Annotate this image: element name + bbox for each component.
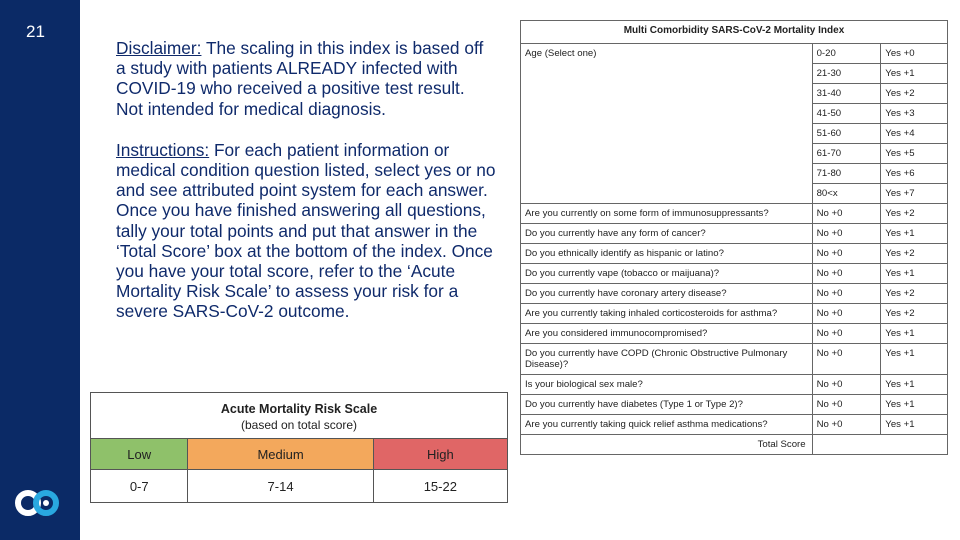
- disclaimer-text: The scaling in this index is based off a study with patients ALREADY infected with COVID-19 who received a positive test result. Not intended for medical diagnosis.: [116, 38, 484, 119]
- question-text: Do you currently have any form of cancer?: [521, 224, 813, 244]
- question-text: Are you considered immunocompromised?: [521, 324, 813, 344]
- question-row: [521, 344, 948, 375]
- age-question: Age (Select one): [521, 44, 813, 204]
- disclaimer-paragraph: [116, 38, 496, 119]
- age-range[interactable]: 21-30: [812, 64, 881, 84]
- answer-no[interactable]: No +0: [812, 284, 881, 304]
- answer-no[interactable]: No +0: [812, 344, 881, 375]
- risk-scale-title: Acute Mortality Risk Scale: [220, 401, 378, 416]
- question-text: Do you currently have coronary artery disease?: [521, 284, 813, 304]
- answer-yes[interactable]: Yes +2: [881, 244, 948, 264]
- age-points[interactable]: Yes +5: [881, 144, 948, 164]
- question-text: Do you ethnically identify as hispanic or latino?: [521, 244, 813, 264]
- question-text: Do you currently have COPD (Chronic Obstructive Pulmonary Disease)?: [521, 344, 813, 375]
- question-text: Do you currently vape (tobacco or maijuana)?: [521, 264, 813, 284]
- answer-no[interactable]: No +0: [812, 244, 881, 264]
- mortality-index-table: [520, 20, 948, 455]
- question-row: [521, 395, 948, 415]
- risk-level-low: Low: [91, 439, 188, 470]
- instructions-text: [116, 38, 496, 343]
- answer-no[interactable]: No +0: [812, 375, 881, 395]
- answer-no[interactable]: No +0: [812, 264, 881, 284]
- question-row: [521, 415, 948, 435]
- question-row: [521, 204, 948, 224]
- age-row: [521, 44, 948, 64]
- age-range[interactable]: 61-70: [812, 144, 881, 164]
- age-points[interactable]: Yes +4: [881, 124, 948, 144]
- risk-level-medium: Medium: [188, 439, 373, 470]
- question-text: Are you currently taking inhaled corticosteroids for asthma?: [521, 304, 813, 324]
- question-row: [521, 304, 948, 324]
- risk-scale-header: [91, 393, 508, 439]
- answer-no[interactable]: No +0: [812, 204, 881, 224]
- question-text: Do you currently have diabetes (Type 1 or Type 2)?: [521, 395, 813, 415]
- question-row: [521, 324, 948, 344]
- age-points[interactable]: Yes +2: [881, 84, 948, 104]
- age-range[interactable]: 80<x: [812, 184, 881, 204]
- slide-number: 21: [26, 22, 45, 41]
- question-row: [521, 264, 948, 284]
- instructions-body: For each patient information or medical condition question listed, select yes or no and see attributed point system for each answer. Once you have finished answering all questions, tally your total points and put that answer in the ‘Total Score’ box at the bottom of the index. Once you have your total score, refer to the ‘Acute Mortality Risk Scale’ to assess your risk for a severe SARS-CoV-2 outcome.: [116, 139, 496, 322]
- logo-icon: [14, 486, 64, 520]
- total-score-label: Total Score: [521, 435, 813, 455]
- total-score-row: [521, 435, 948, 455]
- age-points[interactable]: Yes +3: [881, 104, 948, 124]
- age-range[interactable]: 41-50: [812, 104, 881, 124]
- answer-yes[interactable]: Yes +1: [881, 375, 948, 395]
- question-row: [521, 375, 948, 395]
- age-points[interactable]: Yes +1: [881, 64, 948, 84]
- question-text: Are you currently taking quick relief asthma medications?: [521, 415, 813, 435]
- risk-range-low: 0-7: [91, 470, 188, 503]
- disclaimer-label: Disclaimer:: [116, 38, 202, 58]
- total-score-field[interactable]: [812, 435, 947, 455]
- age-range[interactable]: 0-20: [812, 44, 881, 64]
- answer-no[interactable]: No +0: [812, 224, 881, 244]
- age-range[interactable]: 31-40: [812, 84, 881, 104]
- instructions-paragraph: [116, 140, 496, 322]
- answer-yes[interactable]: Yes +2: [881, 304, 948, 324]
- answer-yes[interactable]: Yes +2: [881, 284, 948, 304]
- risk-range-high: 15-22: [373, 470, 507, 503]
- question-row: [521, 244, 948, 264]
- instructions-label: Instructions:: [116, 139, 210, 160]
- question-text: Are you currently on some form of immunosuppressants?: [521, 204, 813, 224]
- age-range[interactable]: 71-80: [812, 164, 881, 184]
- risk-scale-table: [90, 392, 508, 503]
- answer-yes[interactable]: Yes +1: [881, 395, 948, 415]
- age-points[interactable]: Yes +7: [881, 184, 948, 204]
- age-points[interactable]: Yes +6: [881, 164, 948, 184]
- answer-yes[interactable]: Yes +1: [881, 324, 948, 344]
- answer-yes[interactable]: Yes +1: [881, 264, 948, 284]
- index-title: Multi Comorbidity SARS-CoV-2 Mortality Index: [521, 21, 948, 44]
- answer-no[interactable]: No +0: [812, 395, 881, 415]
- answer-no[interactable]: No +0: [812, 324, 881, 344]
- age-points[interactable]: Yes +0: [881, 44, 948, 64]
- answer-yes[interactable]: Yes +1: [881, 415, 948, 435]
- slide-sidebar: [0, 0, 80, 540]
- risk-level-high: High: [373, 439, 507, 470]
- answer-no[interactable]: No +0: [812, 304, 881, 324]
- question-row: [521, 284, 948, 304]
- answer-yes[interactable]: Yes +1: [881, 344, 948, 375]
- risk-scale-subtitle: (based on total score): [240, 417, 358, 432]
- age-range[interactable]: 51-60: [812, 124, 881, 144]
- question-text: Is your biological sex male?: [521, 375, 813, 395]
- answer-yes[interactable]: Yes +2: [881, 204, 948, 224]
- risk-range-medium: 7-14: [188, 470, 373, 503]
- answer-no[interactable]: No +0: [812, 415, 881, 435]
- answer-yes[interactable]: Yes +1: [881, 224, 948, 244]
- question-row: [521, 224, 948, 244]
